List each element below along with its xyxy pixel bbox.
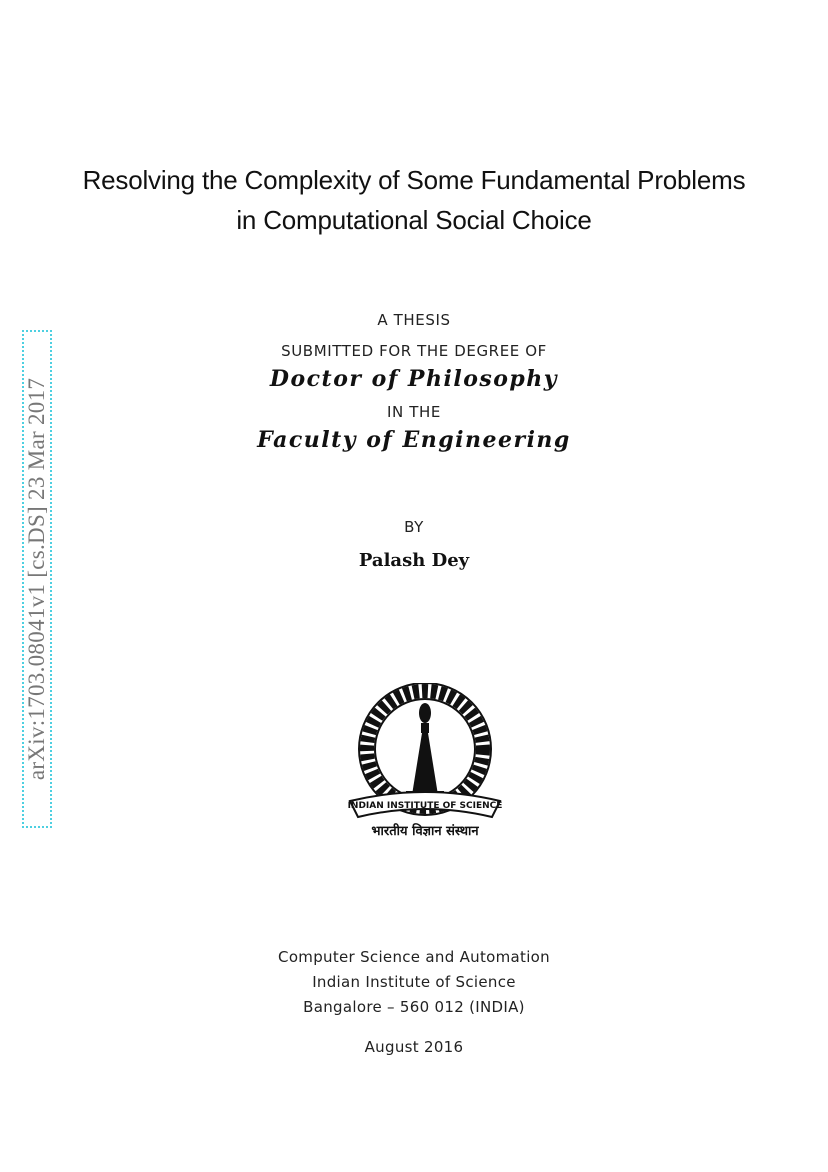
institute: Indian Institute of Science	[312, 973, 516, 991]
logo-hindi-text: भारतीय विज्ञान संस्थान	[371, 824, 479, 839]
faculty-name: Faculty of Engineering	[257, 427, 571, 453]
iisc-logo	[342, 683, 508, 841]
department: Computer Science and Automation	[278, 948, 550, 966]
thesis-title	[0, 160, 828, 240]
in-the-label: IN THE	[387, 403, 441, 421]
arxiv-stamp-text: arXiv:1703.08041v1 [cs.DS] 23 Mar 2017	[24, 377, 49, 781]
address: Bangalore – 560 012 (INDIA)	[303, 998, 525, 1016]
affiliation	[0, 945, 828, 1020]
submitted-label: SUBMITTED FOR THE DEGREE OF	[281, 342, 547, 360]
title-line-1: Resolving the Complexity of Some Fundamental Problems	[82, 165, 746, 195]
logo-banner-text: INDIAN INSTITUTE OF SCIENCE	[347, 801, 503, 811]
by-label: BY	[404, 518, 424, 536]
a-thesis-label: A THESIS	[377, 311, 451, 329]
submission-date: August 2016	[364, 1038, 464, 1056]
title-line-2: in Computational Social Choice	[236, 205, 592, 235]
author-name: Palash Dey	[358, 550, 470, 571]
degree-name: Doctor of Philosophy	[269, 366, 559, 392]
